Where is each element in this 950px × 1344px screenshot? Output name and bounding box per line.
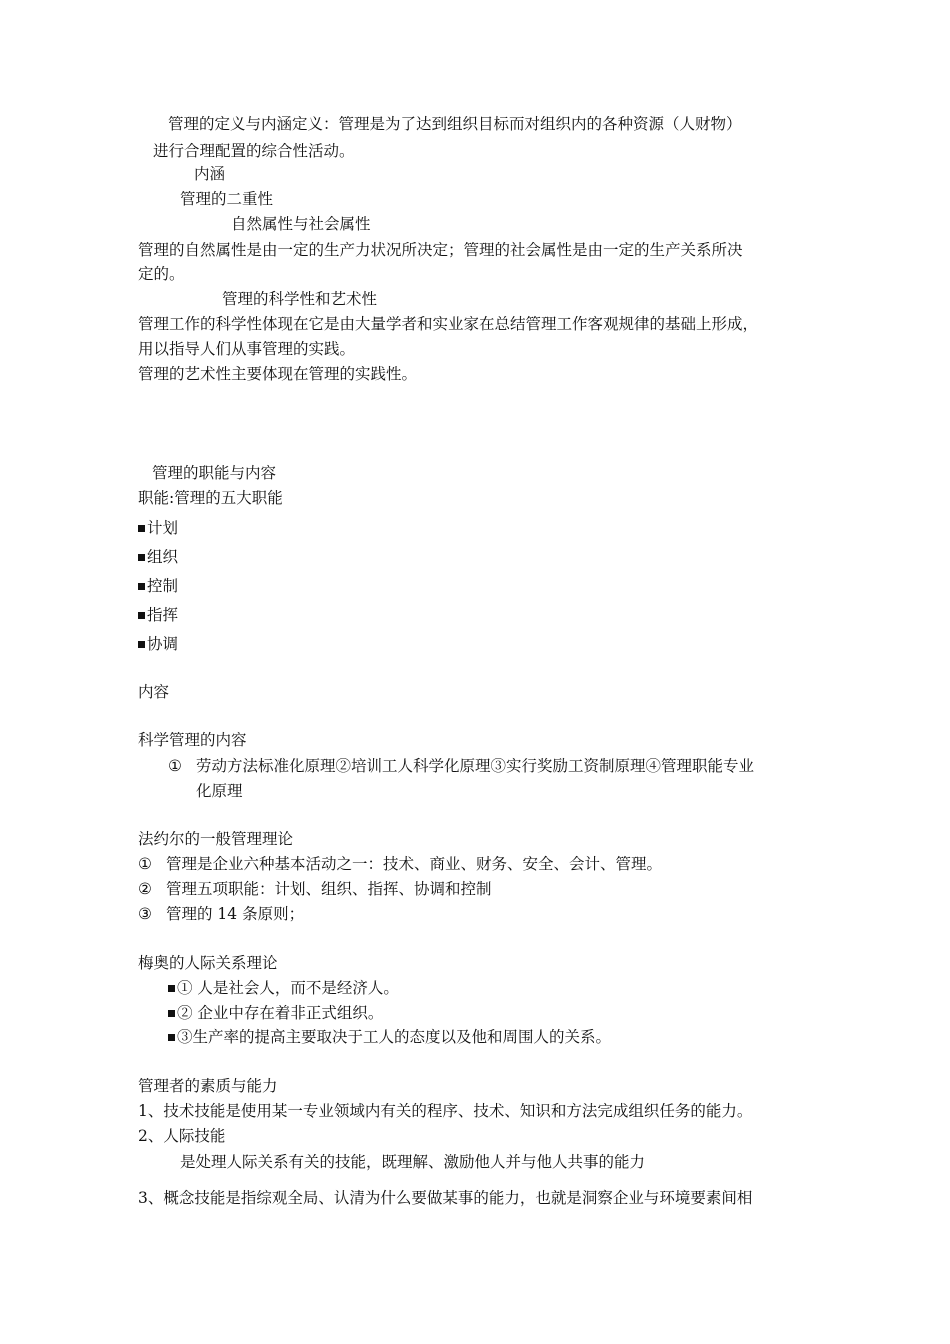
bullet-icon	[138, 525, 145, 532]
mayo-heading: 梅奥的人际关系理论	[138, 954, 278, 972]
science-art-heading: 管理的科学性和艺术性	[222, 290, 378, 308]
science-art-text-2: 用以指导人们从事管理的实践。	[138, 340, 356, 358]
mayo-item: ③生产率的提高主要取决于工人的态度以及他和周围人的关系。	[168, 1027, 611, 1047]
function-item: 指挥	[138, 605, 178, 625]
bullet-icon	[138, 612, 145, 619]
mayo-item: ② 企业中存在着非正式组织。	[168, 1003, 383, 1023]
mayo-item: ① 人是社会人，而不是经济人。	[168, 978, 399, 998]
definition-line-1: 管理的定义与内涵定义：管理是为了达到组织目标而对组织内的各种资源（人财物）	[168, 115, 742, 133]
fayol-item: ② 管理五项职能：计划、组织、指挥、协调和控制	[138, 880, 492, 898]
bullet-icon	[168, 985, 175, 992]
skills-item-1: 1、技术技能是使用某一专业领域内有关的程序、技术、知识和方法完成组织任务的能力。	[138, 1102, 753, 1120]
definition-line-2: 进行合理配置的综合性活动。	[153, 142, 355, 160]
functions-subheading: 职能:管理的五大职能	[138, 489, 283, 507]
scientific-mgmt-heading: 科学管理的内容	[138, 731, 247, 749]
scientific-mgmt-line-1: 劳动方法标准化原理②培训工人科学化原理③实行奖励工资制原理④管理职能专业	[196, 757, 755, 775]
function-item: 协调	[138, 634, 178, 654]
skills-item-3: 3、概念技能是指综观全局、认清为什么要做某事的能力，也就是洞察企业与环境要素间相	[138, 1189, 753, 1207]
science-art-text-1: 管理工作的科学性体现在它是由大量学者和实业家在总结管理工作客观规律的基础上形成，	[138, 315, 759, 333]
duality-text-1: 管理的自然属性是由一定的生产力状况所决定；管理的社会属性是由一定的生产关系所决	[138, 241, 743, 259]
fayol-item: ① 管理是企业六种基本活动之一：技术、商业、财务、安全、会计、管理。	[138, 855, 663, 873]
bullet-icon	[168, 1010, 175, 1017]
skills-item-2: 2、人际技能	[138, 1127, 226, 1145]
bullet-icon	[138, 554, 145, 561]
fayol-heading: 法约尔的一般管理理论	[138, 830, 294, 848]
function-item: 控制	[138, 576, 178, 596]
duality-subheading: 自然属性与社会属性	[231, 215, 371, 233]
fayol-item: ③ 管理的 14 条原则；	[138, 905, 305, 923]
bullet-icon	[168, 1034, 175, 1041]
functions-heading: 管理的职能与内容	[152, 464, 277, 482]
skills-heading: 管理者的素质与能力	[138, 1077, 278, 1095]
scientific-mgmt-marker: ①	[168, 757, 182, 775]
function-item: 组织	[138, 547, 178, 567]
bullet-icon	[138, 641, 145, 648]
content-label: 内容	[138, 683, 170, 701]
neihan-label: 内涵	[194, 165, 226, 183]
duality-heading: 管理的二重性	[180, 190, 274, 208]
bullet-icon	[138, 583, 145, 590]
scientific-mgmt-line-2: 化原理	[196, 782, 243, 800]
function-item: 计划	[138, 518, 178, 538]
skills-item-2-desc: 是处理人际关系有关的技能，既理解、激励他人并与他人共事的能力	[180, 1153, 646, 1171]
duality-text-2: 定的。	[138, 265, 185, 283]
science-art-text-3: 管理的艺术性主要体现在管理的实践性。	[138, 365, 418, 383]
